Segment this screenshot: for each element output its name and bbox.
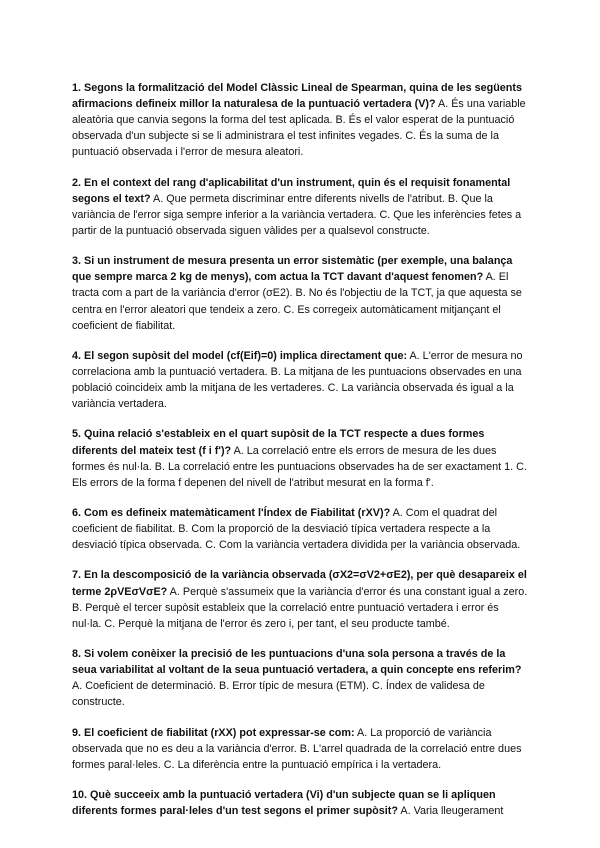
question-options: A. El tracta com a part de la variància d'error (σE2). B. No és l'objectiu de la TCT, ja que aquesta se centra en l'error aleatori que tendeix a zero. C. Es corregeix automàticament mitjançant el coeficient de fiabilitat. — [72, 271, 522, 332]
question-7 — [72, 567, 530, 631]
question-8 — [72, 646, 530, 710]
question-5 — [72, 426, 530, 490]
question-stem: 2. En el context del rang d'aplicabilitat d'un instrument, quin és el requisit fonamental segons el text? — [72, 176, 511, 205]
question-options: A. És una variable aleatòria que canvia segons la forma del test aplicada. B. És el valor esperat de la puntuació observada d'un subjecte si se li administrara el test infinites vegades. C. És la suma de la puntuació observada i l'error de mesura aleatori. — [72, 98, 526, 159]
question-stem: 4. El segon supòsit del model (cf(Eif)=0) implica directament que: — [72, 349, 408, 362]
question-options: A. Com el quadrat del coeficient de fiabilitat. B. Com la proporció de la desviació típica vertadera respecte a la desviació típica observada. C. Com la variància vertadera dividida per la variància observada. — [72, 507, 521, 552]
question-options: A. La proporció de variància observada que no es deu a la variància d'error. B. L'arrel quadrada de la correlació entre dues formes paral·leles. C. La diferència entre la puntuació empírica i la vertadera. — [72, 726, 522, 771]
question-stem: 3. Si un instrument de mesura presenta un error sistemàtic (per exemple, una balança que sempre marca 2 kg de menys), com actua la TCT davant d'aquest fenomen? — [72, 255, 513, 284]
question-stem: 5. Quina relació s'estableix en el quart supòsit de la TCT respecte a dues formes diferents del mateix test (f i f')? — [72, 428, 485, 457]
question-6 — [72, 505, 530, 553]
document-page — [72, 80, 530, 833]
question-stem: 8. Si volem conèixer la precisió de les puntuacions d'una sola persona a través de la seua variabilitat al voltant de la seua puntuació vertadera, a quin concepte ens referim? — [72, 648, 522, 677]
question-stem: 10. Què succeeix amb la puntuació vertadera (Vi) d'un subjecte quan se li apliquen diferents formes paral·leles d'un test segons el primer supòsit? — [72, 789, 496, 818]
question-options: A. L'error de mesura no correlaciona amb la puntuació vertadera. B. La mitjana de les puntuacions observades en una població coincideix amb la mitjana de les vertaderes. C. La variància observada és igual a la variància vertadera. — [72, 349, 523, 411]
question-9 — [72, 725, 530, 773]
question-stem: 7. En la descomposició de la variància observada (σX2=σV2+σE2), per què desapareix el terme 2ρVEσVσE? — [72, 569, 527, 598]
question-options: A. Que permeta discriminar entre diferents nivells de l'atribut. B. Que la variància de l'error siga sempre inferior a la variància vertadera. C. Que les inferències fetes a partir de la puntuació observada siguen vàlides per a qualsevol constructe. — [72, 192, 522, 237]
question-3 — [72, 253, 530, 333]
question-options: A. Perquè s'assumeix que la variància d'error és una constant igual a zero. B. Perquè el tercer supòsit estableix que la correlació entre puntuació vertadera i error és nul·la. C. Perquè la mitjana de l'error és zero i, per tant, el seu producte també. — [72, 585, 528, 630]
question-4 — [72, 348, 530, 412]
question-1 — [72, 80, 530, 160]
question-stem: 1. Segons la formalització del Model Clàssic Lineal de Spearman, quina de les següents afirmacions defineix millor la naturalesa de la puntuació vertadera (V)? — [72, 82, 523, 111]
question-stem: 6. Com es defineix matemàticament l'Índex de Fiabilitat (rXV)? — [72, 507, 391, 519]
question-options: A. Coeficient de determinació. B. Error típic de mesura (ETM). C. Índex de validesa de constructe. — [72, 680, 485, 709]
question-options: A. Varia lleugerament — [400, 805, 504, 818]
question-options: A. La correlació entre els errors de mesura de les dues formes és nul·la. B. La correlació entre les puntuacions observades ha de ser exactament 1. C. Els errors de la forma f depenen del nivell de l'atribut mesurat en la forma f'. — [72, 444, 527, 489]
question-stem: 9. El coeficient de fiabilitat (rXX) pot expressar-se com: — [72, 726, 355, 739]
question-10 — [72, 787, 530, 819]
question-2 — [72, 175, 530, 239]
